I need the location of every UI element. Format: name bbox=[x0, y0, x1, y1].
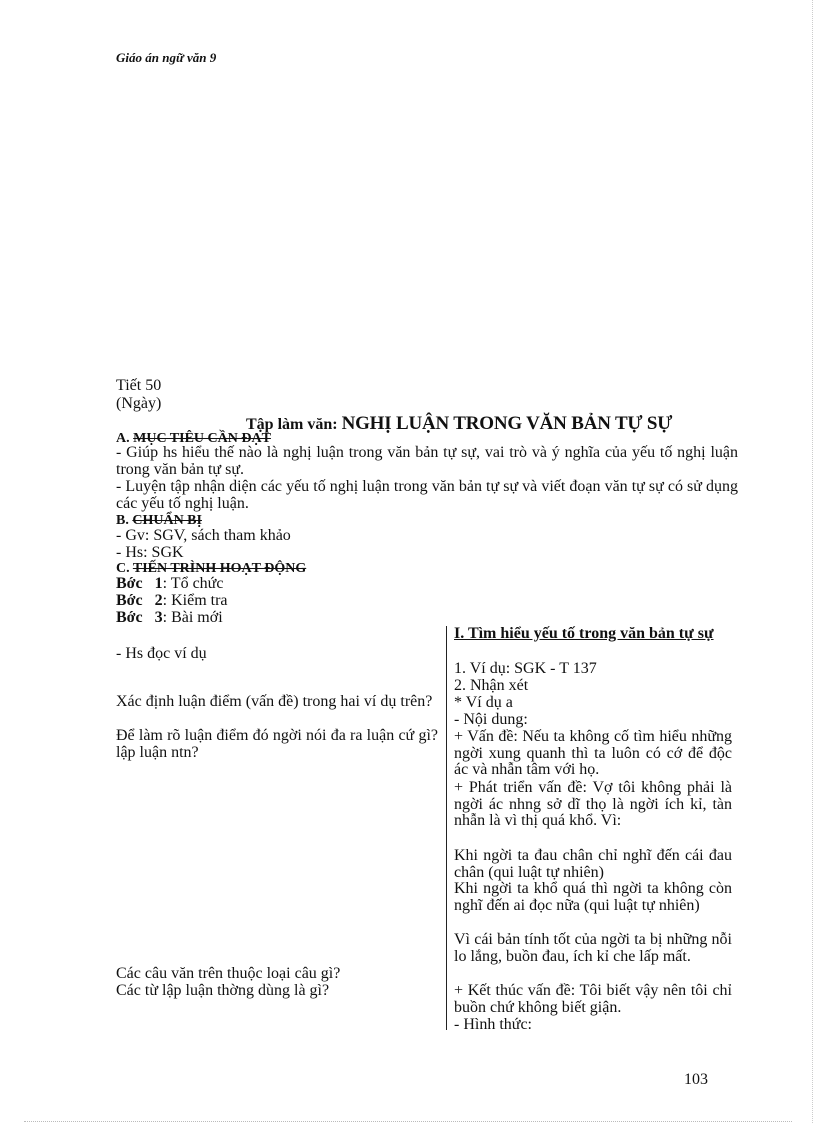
section-c-label: TIẾN TRÌNH HOẠT ĐỘNG bbox=[132, 561, 307, 576]
step-1 bbox=[116, 576, 223, 592]
lesson-title bbox=[246, 413, 672, 435]
step-3-num: 3 bbox=[154, 609, 163, 626]
section-b-prefix: B. bbox=[116, 513, 133, 528]
step-2-text: : Kiểm tra bbox=[162, 592, 228, 609]
column-divider bbox=[446, 626, 447, 1030]
right-point-3: Vì cái bản tính tốt của ngời ta bị những nỗi lo lắng, buồn đau, ích kỉ che lấp mất. bbox=[454, 931, 732, 965]
step-1-label: Bớc bbox=[116, 575, 143, 592]
right-heading: I. Tìm hiểu yếu tố trong văn bản tự sự bbox=[454, 625, 714, 642]
prep-student: - Hs: SGK bbox=[116, 544, 184, 561]
step-1-text: : Tổ chức bbox=[162, 575, 224, 592]
right-point-2: Khi ngời ta khổ quá thì ngời ta không còn nghĩ đến ai đọc nữa (qui luật tự nhiên) bbox=[454, 880, 732, 914]
right-point-1: Khi ngời ta đau chân chỉ nghĩ đến cái đau chân (qui luật tự nhiên) bbox=[454, 847, 732, 881]
step-3-label: Bớc bbox=[116, 609, 143, 626]
step-2 bbox=[116, 593, 228, 609]
left-read-example: - Hs đọc ví dụ bbox=[116, 645, 207, 662]
title-main: NGHỊ LUẬN TRONG VĂN BẢN TỰ SỰ bbox=[341, 413, 673, 434]
section-a-prefix: A. bbox=[116, 431, 134, 446]
lesson-number: Tiết 50 bbox=[116, 377, 162, 394]
section-b-label: CHUẨN BỊ bbox=[132, 513, 202, 528]
right-content-label: - Nội dung: bbox=[454, 711, 528, 728]
right-form-label: - Hình thức: bbox=[454, 1016, 532, 1033]
step-2-num: 2 bbox=[154, 592, 163, 609]
side-dotted-rule bbox=[812, 0, 813, 1123]
step-1-num: 1 bbox=[154, 575, 163, 592]
right-example-ref: 1. Ví dụ: SGK - T 137 bbox=[454, 660, 597, 677]
right-conclusion: + Kết thúc vấn đề: Tôi biết vậy nên tôi chỉ buồn chứ không biết giận. bbox=[454, 982, 732, 1016]
left-question-1: Xác định luận điểm (vấn đề) trong hai ví dụ trên? bbox=[116, 693, 433, 710]
right-example-a: * Ví dụ a bbox=[454, 694, 513, 711]
step-3 bbox=[116, 610, 223, 626]
step-3-text: : Bài mới bbox=[162, 609, 223, 626]
step-2-label: Bớc bbox=[116, 592, 143, 609]
left-question-3: Các câu văn trên thuộc loại câu gì? bbox=[116, 965, 341, 982]
objective-1: - Giúp hs hiểu thế nào là nghị luận trong văn bản tự sự, vai trò và ý nghĩa của yếu tố nghị luận trong văn bản tự sự. bbox=[116, 444, 738, 478]
section-a-label: MỤC TIÊU CẦN ĐẠT bbox=[133, 431, 271, 446]
section-c-prefix: C. bbox=[116, 561, 133, 576]
title-prefix: Tập làm văn: bbox=[246, 416, 338, 433]
right-issue: + Vấn đề: Nếu ta không cố tìm hiểu những ngời xung quanh thì ta luôn có cớ để độc ác và nhẫn tâm với họ. bbox=[454, 728, 732, 778]
page-number: 103 bbox=[684, 1071, 708, 1088]
footer-dotted-rule bbox=[24, 1121, 792, 1122]
left-question-2: Để làm rõ luận điểm đó ngời nói đa ra luận cứ gì? lập luận ntn? bbox=[116, 727, 438, 761]
lesson-date: (Ngày) bbox=[116, 395, 162, 412]
right-remarks: 2. Nhận xét bbox=[454, 677, 529, 694]
prep-teacher: - Gv: SGV, sách tham khảo bbox=[116, 527, 291, 544]
objective-2: - Luyện tập nhận diện các yếu tố nghị luận trong văn bản tự sự và viết đoạn văn tự sự có sử dụng các yếu tố nghị luận. bbox=[116, 478, 738, 512]
left-question-4: Các từ lập luận thờng dùng là gì? bbox=[116, 982, 330, 999]
right-development: + Phát triển vấn đề: Vợ tôi không phải là ngời ác nhng sở dĩ thọ là ngời ích kỉ, tàn nhẫn là vì thị quá khổ. Vì: bbox=[454, 779, 732, 829]
page-header: Giáo án ngữ văn 9 bbox=[116, 50, 217, 65]
